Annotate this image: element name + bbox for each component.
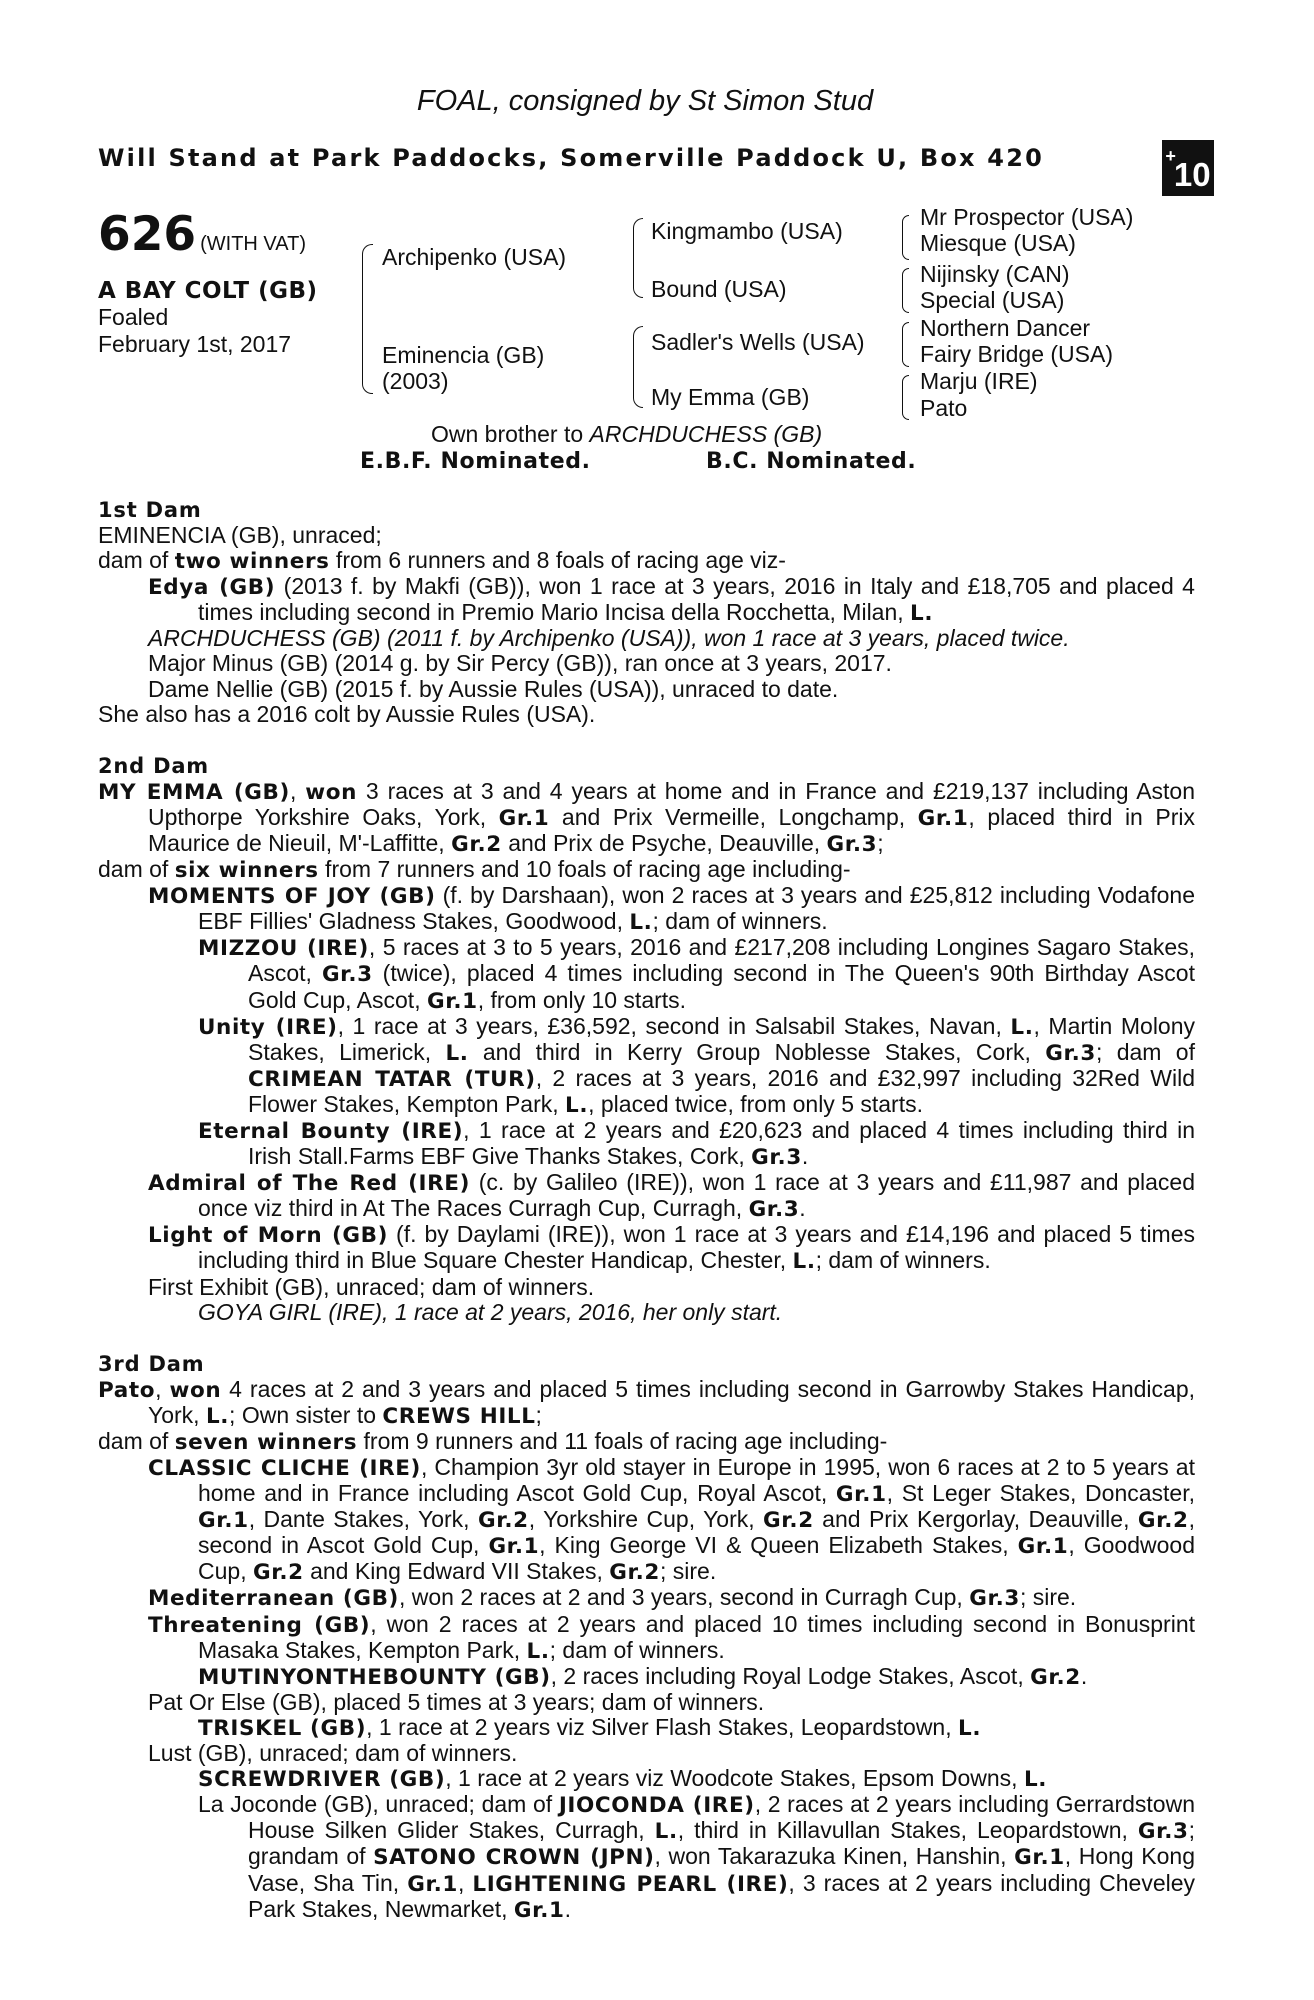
- grade: L.: [565, 1092, 589, 1118]
- grade: Gr.3: [1137, 1819, 1189, 1845]
- text: (twice), placed 4 times including second in The Queen's 90th Birthday Ascot Gold Cup, Ascot,: [248, 960, 1195, 1013]
- text: , Dante Stakes, York,: [248, 1506, 478, 1533]
- grade: Gr.1: [198, 1508, 249, 1534]
- text: , 2 races at 3 years, 2016 and £32,997 including 32Red Wild Flower Stakes, Kempton Park,: [248, 1064, 1195, 1117]
- grade: L.: [958, 1715, 982, 1741]
- grade: Gr.2: [1137, 1508, 1189, 1534]
- text: 3 races at 3 and 4 years at home and in France and £219,137 including Aston Upthorpe Yorkshire Oaks, York,: [148, 777, 1196, 830]
- sep: ,: [289, 777, 306, 804]
- text: , placed twice, from only 5 starts.: [588, 1090, 923, 1117]
- pedigree-dam-sire: Sadler's Wells (USA): [651, 329, 865, 355]
- text: ; Own sister to: [229, 1401, 383, 1428]
- spacer: [98, 1325, 1195, 1351]
- pedigree-dam-dam: My Emma (GB): [651, 384, 810, 410]
- grade: Gr.3: [748, 1197, 800, 1223]
- won-label: won: [169, 1377, 222, 1403]
- grade: Gr.1: [498, 805, 550, 831]
- text: from 9 runners and 11 foals of racing age including-: [357, 1427, 888, 1454]
- produce-screwdriver: [98, 1766, 1195, 1792]
- produce-eternal-bounty: [98, 1118, 1195, 1170]
- text: ; sire.: [659, 1558, 717, 1585]
- grade: L.: [445, 1040, 469, 1066]
- first-dam-dam-of-suffix: from 6 runners and 8 foals of racing age viz-: [329, 547, 786, 574]
- produce-mizzou: [98, 935, 1195, 1013]
- grade: L.: [1010, 1014, 1034, 1040]
- grade: L.: [629, 910, 653, 936]
- pedigree-g-0: Mr Prospector (USA): [920, 204, 1134, 230]
- text: La Joconde (GB), unraced; dam of: [198, 1791, 559, 1818]
- mizzou-name: MIZZOU (IRE): [198, 936, 369, 962]
- third-dam-heading: 3rd Dam: [98, 1351, 205, 1376]
- third-dam-dam-of: [98, 1429, 1195, 1455]
- grade: L.: [654, 1819, 678, 1845]
- produce-edya: [98, 574, 1195, 626]
- text: , won 2 races at 2 and 3 years, second in Curragh Cup,: [399, 1584, 970, 1611]
- text: , Yorkshire Cup, York,: [528, 1506, 764, 1533]
- produce-first-exhibit: First Exhibit (GB), unraced; dam of winners.: [148, 1273, 595, 1300]
- produce-classic-cliche: [98, 1455, 1195, 1585]
- text: (c. by Galileo (IRE)), won 1 race at 3 years and £11,987 and placed once viz third in At The Races Curragh Cup, Curragh,: [198, 1169, 1195, 1222]
- lot-vat: (WITH VAT): [200, 233, 307, 255]
- produce-unity: [98, 1014, 1195, 1118]
- lot-description: A BAY COLT (GB): [98, 278, 318, 304]
- text: from 7 runners and 10 foals of racing age including-: [318, 856, 851, 883]
- spacer: [98, 727, 1195, 753]
- unity-name: Unity (IRE): [198, 1014, 338, 1040]
- pedigree-g-7: Pato: [920, 395, 968, 421]
- g-brace-2: [902, 268, 909, 313]
- produce-mediterranean: [98, 1585, 1195, 1611]
- crimean-tatar-name: CRIMEAN TATAR (TUR): [248, 1066, 536, 1092]
- sep: ,: [155, 1375, 170, 1402]
- text: , third in Killavullan Stakes, Leopardstown,: [677, 1817, 1138, 1844]
- own-brother-prefix: Own brother to: [431, 421, 590, 447]
- text: , second in Ascot Gold Cup,: [198, 1506, 1195, 1559]
- foaled-date: February 1st, 2017: [98, 331, 292, 357]
- text: (f. by Darshaan), won 2 races at 3 years and £25,812 including Vodafone EBF Fillies' Gladness Stakes, Goodwood,: [198, 882, 1195, 935]
- triskel-name: TRISKEL (GB): [198, 1715, 367, 1741]
- lot-number: 626: [98, 207, 197, 262]
- produce-light-of-morn: [98, 1222, 1195, 1274]
- pedigree-g-4: Northern Dancer: [920, 315, 1091, 341]
- produce-mutinyonthebounty: [98, 1664, 1195, 1690]
- grade: Gr.1: [513, 1897, 565, 1923]
- text: ;: [877, 829, 884, 856]
- text: , from only 10 starts.: [477, 986, 687, 1013]
- satono-crown-name: SATONO CROWN (JPN): [373, 1845, 655, 1871]
- first-dam-winners: two winners: [174, 549, 330, 575]
- grade: Gr.3: [969, 1586, 1020, 1612]
- pedigree-g-6: Marju (IRE): [920, 368, 1038, 394]
- eternal-bounty-name: Eternal Bounty (IRE): [198, 1118, 464, 1144]
- text: , 2 races at 2 years including Gerrardstown House Silken Glider Stakes, Curragh,: [248, 1791, 1195, 1844]
- my-emma-name: MY EMMA (GB): [98, 779, 290, 805]
- third-dam-winners: seven winners: [174, 1429, 358, 1455]
- text: ; dam of: [1095, 1038, 1195, 1065]
- admiral-name: Admiral of The Red (IRE): [148, 1171, 471, 1197]
- pato-name: Pato: [98, 1377, 156, 1403]
- stabling-line: Will Stand at Park Paddocks, Somerville Paddock U, Box 420: [98, 144, 1044, 172]
- produce-record: [98, 497, 1195, 1923]
- produce-pat-or-else: Pat Or Else (GB), placed 5 times at 3 years; dam of winners.: [148, 1688, 765, 1715]
- pedigree-g-1: Miesque (USA): [920, 230, 1076, 256]
- ebf-nominated: E.B.F. Nominated.: [360, 449, 591, 474]
- text: , Goodwood Cup,: [198, 1532, 1196, 1585]
- g-brace-1: [902, 215, 909, 260]
- first-dam-intro: EMINENCIA (GB), unraced;: [98, 522, 382, 548]
- text: 4 races at 2 and 3 years and placed 5 times including second in Garrowby Stakes Handicap, York,: [148, 1375, 1196, 1428]
- own-brother-line: [431, 422, 822, 447]
- text: , 1 race at 2 years viz Silver Flash Stakes, Leopardstown,: [366, 1713, 959, 1740]
- moments-of-joy-name: MOMENTS OF JOY (GB): [148, 884, 436, 910]
- text: and King Edward VII Stakes,: [303, 1558, 610, 1585]
- bc-nominated: B.C. Nominated.: [706, 449, 917, 474]
- text: .: [564, 1895, 571, 1922]
- grade: L.: [1023, 1767, 1048, 1793]
- pedigree-dam-year: (2003): [382, 368, 449, 394]
- produce-moments-of-joy: [98, 883, 1195, 935]
- grade: Gr.1: [835, 1482, 887, 1508]
- text: ; sire.: [1019, 1584, 1077, 1611]
- text: ; dam of winners.: [549, 1636, 725, 1663]
- grade: Gr.1: [407, 1871, 458, 1897]
- text: , 1 race at 2 years and £20,623 and placed 4 times including third in Irish Stall.Farms EBF Give Thanks Stakes, Cork,: [248, 1116, 1195, 1170]
- text: , Hong Kong Vase, Sha Tin,: [248, 1843, 1195, 1896]
- text: ,: [457, 1869, 473, 1896]
- pedigree-dam: Eminencia (GB): [382, 342, 545, 368]
- sire-dam-brace: [362, 244, 373, 394]
- lot-number-block: [98, 207, 307, 262]
- produce-la-joconde: [98, 1792, 1195, 1922]
- text: , placed third in Prix Maurice de Nieuil, M'-Laffitte,: [148, 803, 1195, 856]
- text: and third in Kerry Group Noblesse Stakes, Cork,: [468, 1038, 1046, 1065]
- pedigree-sire: Archipenko (USA): [382, 244, 567, 270]
- pedigree-sire-sire: Kingmambo (USA): [651, 218, 843, 244]
- second-dam-record: [98, 779, 1195, 857]
- produce-archduchess: ARCHDUCHESS (GB) (2011 f. by Archipenko (USA)), won 1 race at 3 years, placed twice.: [148, 625, 1070, 652]
- grade: Gr.1: [1014, 1845, 1065, 1871]
- won-label: won: [305, 779, 358, 805]
- text: , won 2 races at 2 years and placed 10 times including second in Bonusprint Masaka Stakes, Kempton Park,: [198, 1610, 1196, 1663]
- text: and Prix de Psyche, Deauville,: [501, 829, 827, 856]
- grade: Gr.2: [609, 1560, 660, 1586]
- first-dam-also: She also has a 2016 colt by Aussie Rules (USA).: [98, 700, 596, 727]
- mutinyonthebounty-name: MUTINYONTHEBOUNTY (GB): [198, 1664, 551, 1690]
- text: , 1 race at 3 years, £36,592, second in Salsabil Stakes, Navan,: [337, 1012, 1011, 1039]
- light-of-morn-name: Light of Morn (GB): [148, 1223, 389, 1249]
- pedigree-g-2: Nijinsky (CAN): [920, 261, 1070, 287]
- sire-side-brace: [633, 218, 643, 298]
- classic-cliche-name: CLASSIC CLICHE (IRE): [148, 1456, 421, 1481]
- text: , won Takarazuka Kinen, Hanshin,: [654, 1843, 1015, 1870]
- screwdriver-name: SCREWDRIVER (GB): [198, 1767, 446, 1793]
- grade: Gr.3: [826, 831, 878, 857]
- grade: Gr.3: [751, 1145, 802, 1171]
- text: , Champion 3yr old stayer in Europe in 1995, won 6 races at 2 to 5 years at home and in France including Ascot Gold Cup, Royal Ascot,: [198, 1454, 1195, 1507]
- edya-listed: L.: [910, 601, 934, 627]
- crews-hill-name: CREWS HILL: [382, 1403, 536, 1429]
- lightening-pearl-name: LIGHTENING PEARL (IRE): [472, 1871, 789, 1897]
- text: (f. by Daylami (IRE)), won 1 race at 3 years and £14,196 and placed 5 times including third in Blue Square Chester Handicap, Chester,: [198, 1221, 1196, 1274]
- text: , St Leger Stakes, Doncaster,: [886, 1480, 1195, 1507]
- g-brace-3: [902, 322, 909, 367]
- text: ; grandam of: [248, 1817, 1195, 1870]
- second-dam-heading: 2nd Dam: [98, 753, 209, 778]
- text: and Prix Kergorlay, Deauville,: [813, 1506, 1138, 1533]
- text: , 5 races at 3 to 5 years, 2016 and £217,208 including Longines Sagaro Stakes, Ascot,: [248, 934, 1196, 987]
- second-dam-winners: six winners: [174, 858, 319, 884]
- produce-lust: Lust (GB), unraced; dam of winners.: [148, 1740, 518, 1767]
- badge-plus: +: [1165, 146, 1176, 166]
- second-dam-dam-of: [98, 857, 1195, 883]
- foal-consignor-line: FOAL, consigned by St Simon Stud: [416, 85, 874, 117]
- text: .: [801, 1143, 809, 1170]
- grade: L.: [792, 1249, 816, 1275]
- produce-dame-nellie: Dame Nellie (GB) (2015 f. by Aussie Rules (USA)), unraced to date.: [148, 675, 839, 702]
- first-dam-dam-of: [98, 548, 1195, 574]
- grade: Gr.3: [321, 962, 373, 988]
- grade: Gr.2: [763, 1508, 814, 1534]
- third-dam-record: [98, 1377, 1195, 1429]
- text: and Prix Vermeille, Longchamp,: [549, 803, 918, 830]
- grade: Gr.2: [477, 1508, 529, 1534]
- first-dam-heading: 1st Dam: [98, 498, 202, 522]
- text: .: [799, 1195, 806, 1222]
- produce-admiral-of-the-red: [98, 1170, 1195, 1222]
- grade: L.: [205, 1403, 230, 1429]
- threatening-name: Threatening (GB): [148, 1612, 371, 1638]
- grade: Gr.1: [426, 988, 478, 1014]
- pedigree-g-3: Special (USA): [920, 287, 1065, 313]
- text: .: [1080, 1662, 1088, 1689]
- grade: Gr.1: [1017, 1534, 1069, 1560]
- grade: Gr.2: [252, 1560, 304, 1586]
- first-dam-dam-of-prefix: dam of: [98, 547, 175, 574]
- produce-major-minus: Major Minus (GB) (2014 g. by Sir Percy (GB)), ran once at 3 years, 2017.: [148, 650, 892, 677]
- produce-threatening: [98, 1612, 1195, 1664]
- edya-name: Edya (GB): [148, 575, 276, 601]
- g-brace-4: [902, 375, 909, 420]
- grade: Gr.3: [1045, 1040, 1096, 1066]
- text: , 2 races including Royal Lodge Stakes, Ascot,: [550, 1662, 1031, 1689]
- grade: Gr.2: [451, 831, 502, 857]
- own-brother-name: ARCHDUCHESS (GB): [589, 421, 823, 447]
- pedigree-sire-dam: Bound (USA): [651, 276, 787, 302]
- badge-number: 10: [1173, 156, 1211, 193]
- text: ; dam of winners.: [652, 908, 828, 935]
- produce-triskel: [98, 1715, 1195, 1741]
- grade: L.: [526, 1638, 550, 1664]
- text: , 3 races at 2 years including Cheveley Park Stakes, Newmarket,: [248, 1869, 1196, 1922]
- text: dam of: [98, 856, 175, 883]
- text: ;: [535, 1401, 542, 1428]
- text: dam of: [98, 1427, 175, 1454]
- foaled-label: Foaled: [98, 304, 169, 330]
- text: , 1 race at 2 years viz Woodcote Stakes, Epsom Downs,: [445, 1765, 1024, 1792]
- produce-goya-girl: GOYA GIRL (IRE), 1 race at 2 years, 2016, her only start.: [198, 1298, 783, 1325]
- text: , Martin Molony Stakes, Limerick,: [248, 1012, 1196, 1065]
- barn-badge: [1162, 140, 1214, 196]
- edya-text: (2013 f. by Makfi (GB)), won 1 race at 3 years, 2016 in Italy and £18,705 and placed 4 times including second in Premio Mario Incisa della Rocchetta, Milan,: [198, 573, 1195, 626]
- grade: Gr.2: [1030, 1664, 1081, 1690]
- grade: Gr.1: [917, 805, 969, 831]
- pedigree-g-5: Fairy Bridge (USA): [920, 341, 1113, 367]
- grade: Gr.1: [488, 1534, 540, 1560]
- text: ; dam of winners.: [815, 1247, 991, 1274]
- mediterranean-name: Mediterranean (GB): [148, 1586, 399, 1612]
- dam-side-brace: [633, 326, 643, 408]
- jioconda-name: JIOCONDA (IRE): [558, 1793, 755, 1819]
- text: , King George VI & Queen Elizabeth Stakes,: [539, 1532, 1018, 1559]
